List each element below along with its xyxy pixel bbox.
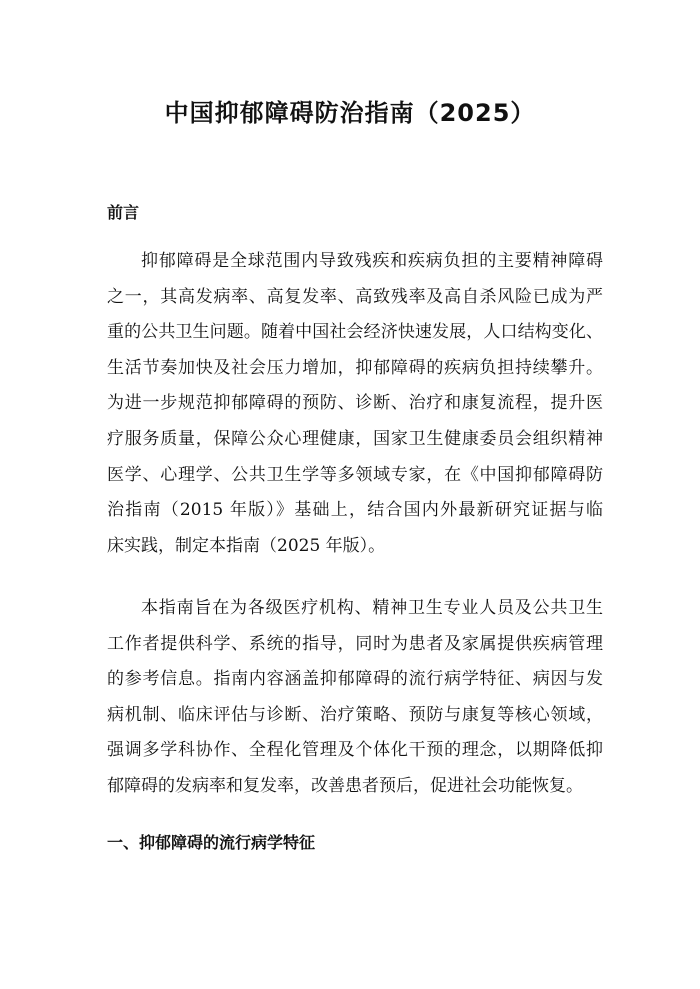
preface-paragraph-1: [107, 244, 603, 564]
paragraph-line: 疗服务质量，保障公众心理健康，国家卫生健康委员会组织精神: [107, 428, 603, 449]
paragraph-line: 的参考信息。指南内容涵盖抑郁障碍的流行病学特征、病因与发: [107, 669, 603, 690]
paragraph-line: 医学、心理学、公共卫生学等多领域专家，在《中国抑郁障碍防: [107, 464, 603, 485]
paragraph-line: 病机制、临床评估与诊断、治疗策略、预防与康复等核心领域，: [107, 704, 603, 725]
preface-paragraph-2: [107, 591, 603, 805]
document-title: 中国抑郁障碍防治指南（2025）: [164, 99, 536, 127]
paragraph-line: 治指南（2015 年版）》基础上，结合国内外最新研究证据与临: [107, 500, 603, 521]
paragraph-line: 重的公共卫生问题。随着中国社会经济快速发展，人口结构变化、: [107, 322, 603, 343]
preface-heading: 前言: [107, 203, 140, 222]
paragraph-line: 床实践，制定本指南（2025 年版）。: [107, 535, 386, 556]
paragraph-line: 为进一步规范抑郁障碍的预防、诊断、治疗和康复流程，提升医: [107, 393, 603, 414]
section-one-heading: 一、抑郁障碍的流行病学特征: [107, 833, 316, 852]
paragraph-line: 郁障碍的发病率和复发率，改善患者预后，促进社会功能恢复。: [107, 775, 583, 796]
paragraph-line: 生活节奏加快及社会压力增加，抑郁障碍的疾病负担持续攀升。: [107, 357, 603, 378]
paragraph-line: 强调多学科协作、全程化管理及个体化干预的理念，以期降低抑: [107, 740, 603, 761]
paragraph-line: 本指南旨在为各级医疗机构、精神卫生专业人员及公共卫生: [141, 598, 603, 618]
paragraph-line: 工作者提供科学、系统的指导，同时为患者及家属提供疾病管理: [107, 633, 603, 654]
paragraph-line: 之一，其高发病率、高复发率、高致残率及高自杀风险已成为严: [107, 286, 603, 307]
paragraph-line: 抑郁障碍是全球范围内导致残疾和疾病负担的主要精神障碍: [141, 251, 603, 271]
